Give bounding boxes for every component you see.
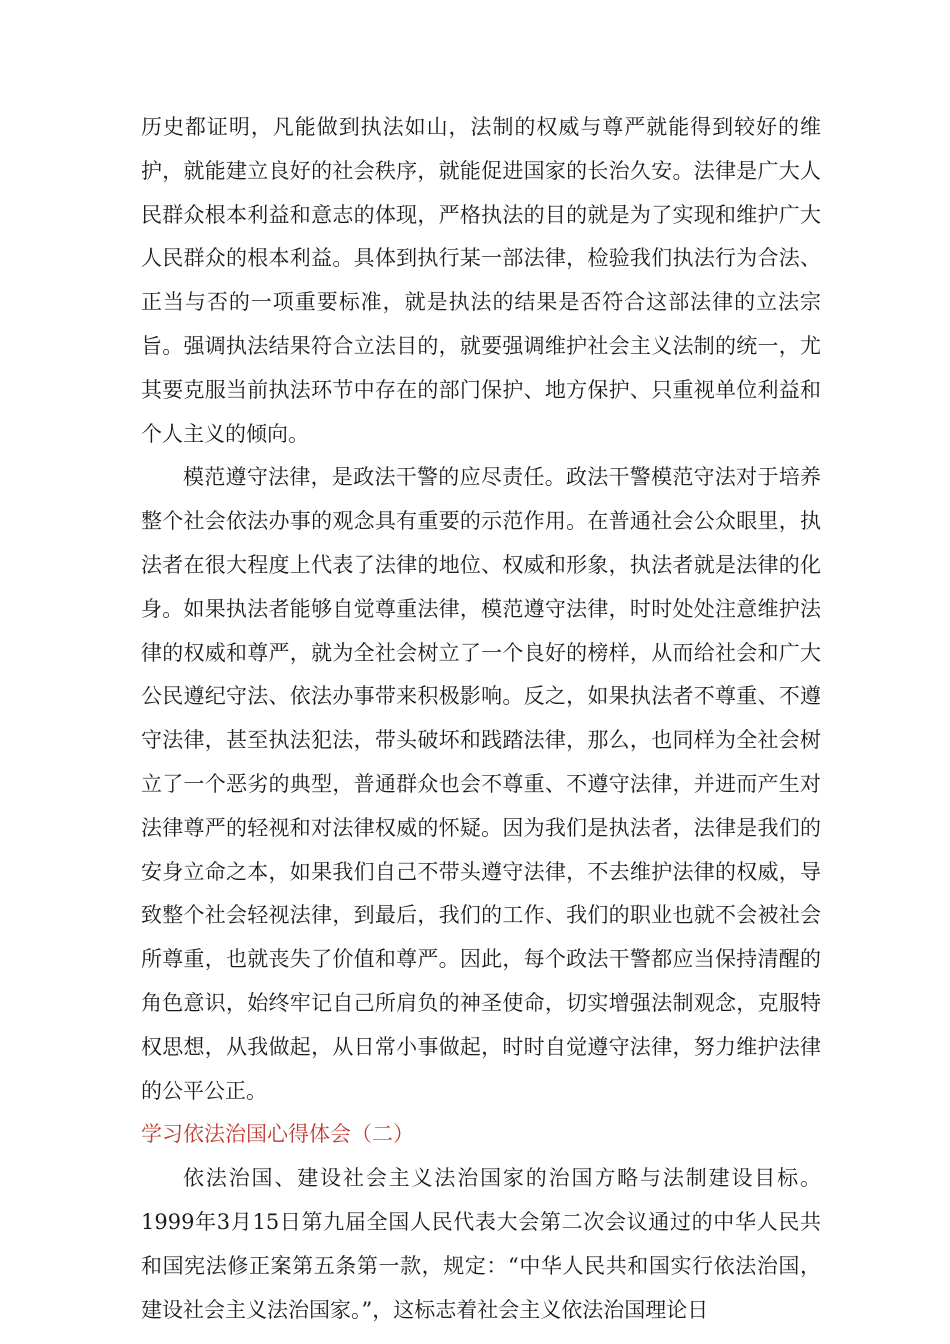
section-heading: 学习依法治国心得体会（二） (141, 1122, 414, 1147)
paragraph-rule-of-law-strategy: 依法治国、建设社会主义法治国家的治国方略与法制建设目标。1999年3月15日第九届全国人民代表大会第二次会议通过的中华人民共和国宪法修正案第五条第一款，规定：“中华人民共和国实行依法治国，建设社会主义法治国家。”，这标志着社会主义依法治国理论日 (141, 1166, 821, 1322)
document-body (141, 106, 821, 1332)
paragraph-law-enforcement-history: 历史都证明，凡能做到执法如山，法制的权威与尊严就能得到较好的维护，就能建立良好的社会秩序，就能促进国家的长治久安。法律是广大人民群众根本利益和意志的体现，严格执法的目的就是为了实现和维护广大人民群众的根本利益。具体到执行某一部法律，检验我们执法行为合法、正当与否的一项重要标准，就是执法的结果是否符合这部法律的立法宗旨。强调执法结果符合立法目的，就要强调维护社会主义法制的统一，尤其要克服当前执法环节中存在的部门保护、地方保护、只重视单位利益和个人主义的倾向。 (141, 115, 821, 446)
paragraph-model-law-abiding: 模范遵守法律，是政法干警的应尽责任。政法干警模范守法对于培养整个社会依法办事的观念具有重要的示范作用。在普通社会公众眼里，执法者在很大程度上代表了法律的地位、权威和形象，执法者就是法律的化身。如果执法者能够自觉尊重法律，模范遵守法律，时时处处注意维护法律的权威和尊严，就为全社会树立了一个良好的榜样，从而给社会和广大公民遵纪守法、依法办事带来积极影响。反之，如果执法者不尊重、不遵守法律，甚至执法犯法，带头破坏和践踏法律，那么，也同样为全社会树立了一个恶劣的典型，普通群众也会不尊重、不遵守法律，并进而产生对法律尊严的轻视和对法律权威的怀疑。因为我们是执法者，法律是我们的安身立命之本，如果我们自己不带头遵守法律，不去维护法律的权威，导致整个社会轻视法律，到最后，我们的工作、我们的职业也就不会被社会所尊重，也就丧失了价值和尊严。因此，每个政法干警都应当保持清醒的角色意识，始终牢记自己所肩负的神圣使命，切实增强法制观念，克服特权思想，从我做起，从日常小事做起，时时自觉遵守法律，努力维护法律的公平公正。 (141, 465, 821, 1103)
